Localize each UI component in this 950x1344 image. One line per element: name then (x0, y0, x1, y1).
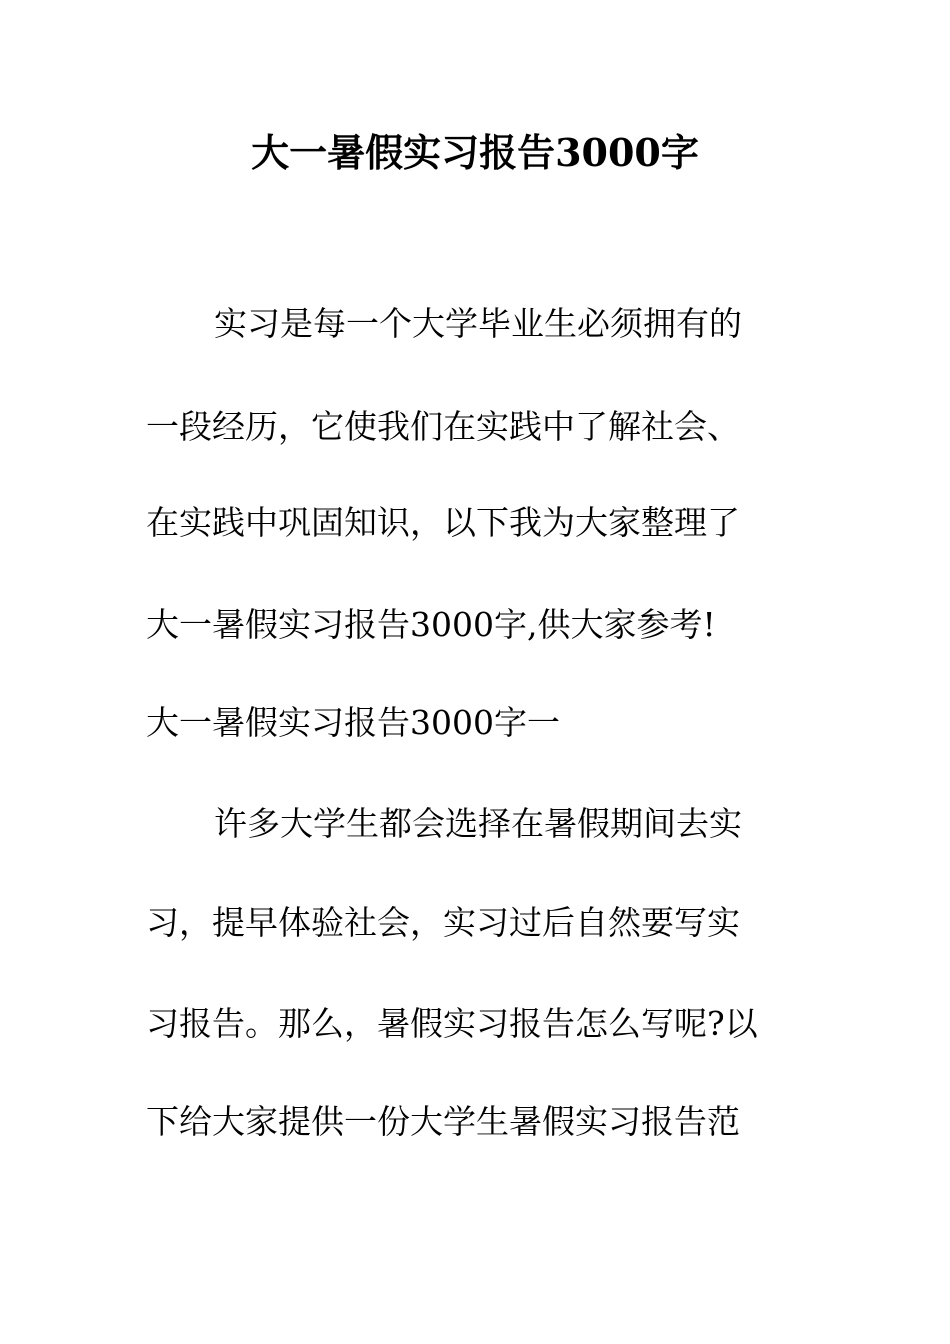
paragraph-line: 一段经历，它使我们在实践中了解社会、 (146, 407, 740, 446)
paragraph-line: 在实践中巩固知识，以下我为大家整理了 (146, 503, 740, 542)
paragraph-line: 习，提早体验社会，实习过后自然要写实 (146, 903, 740, 942)
document-title: 大一暑假实习报告3000字 (251, 130, 699, 175)
paragraph-line: 许多大学生都会选择在暑假期间去实 (214, 804, 742, 843)
paragraph-line: 实习是每一个大学毕业生必须拥有的 (214, 304, 742, 343)
paragraph-line: 大一暑假实习报告3000字,供大家参考! (146, 605, 716, 644)
paragraph-line: 下给大家提供一份大学生暑假实习报告范 (146, 1102, 740, 1141)
section-heading: 大一暑假实习报告3000字一 (146, 703, 560, 742)
paragraph-line: 习报告。那么，暑假实习报告怎么写呢?以 (146, 1004, 758, 1043)
